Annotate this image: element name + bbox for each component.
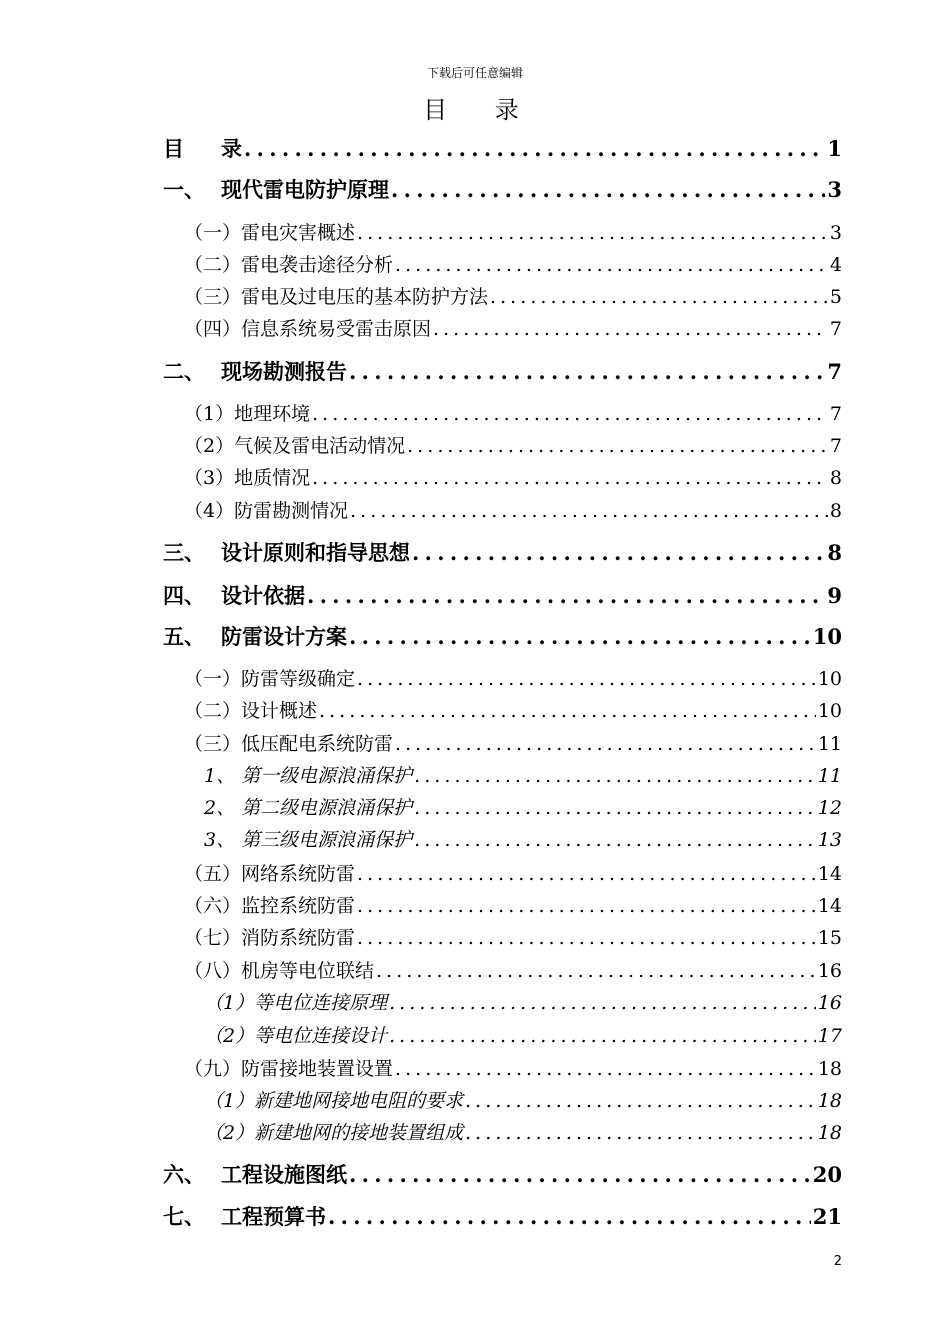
toc-entry-page: 16: [817, 992, 842, 1014]
toc-entry[interactable]: [204, 1085, 842, 1117]
toc-entry[interactable]: [184, 313, 842, 345]
toc-entry-label: [184, 955, 374, 987]
toc-entry-page: 1: [827, 136, 842, 161]
toc-entry[interactable]: [204, 987, 842, 1019]
toc-entry-label: [184, 922, 355, 954]
toc-entry-page: 15: [817, 927, 842, 949]
toc-entry-page: 7: [827, 359, 842, 384]
toc-entry-label: [184, 495, 348, 527]
toc-entry-label: [184, 695, 317, 727]
toc-leader-dots: [490, 281, 828, 313]
toc-entry-page: 10: [812, 624, 842, 649]
toc-entry-title: （二）雷电袭击途径分析: [184, 254, 394, 276]
toc-entry-page: 10: [817, 668, 842, 690]
toc-entry-page: 16: [817, 960, 842, 982]
toc-entry-label: [163, 1201, 326, 1233]
toc-leader-dots: [328, 1201, 811, 1233]
toc-entry[interactable]: [163, 356, 842, 388]
toc-entry-number: 五、: [163, 624, 205, 649]
toc-entry-page: 8: [827, 540, 842, 565]
toc-leader-dots: [350, 495, 828, 527]
toc-entry[interactable]: [163, 621, 842, 653]
toc-entry-page: 13: [817, 829, 842, 851]
toc-title: 目 录: [423, 96, 539, 124]
toc-entry-label: [184, 728, 393, 760]
toc-entry-title: （一）雷电灾害概述: [184, 222, 356, 244]
toc-entry-label: [184, 462, 310, 494]
toc-entry-page: 4: [829, 254, 842, 276]
toc-entry-page: 8: [829, 467, 842, 489]
toc-leader-dots: [395, 1053, 816, 1085]
toc-entry-page: 18: [817, 1058, 842, 1080]
toc-leader-dots: [312, 398, 828, 430]
toc-entry-label: [184, 663, 355, 695]
toc-leader-dots: [414, 824, 816, 856]
toc-entry-label: [184, 890, 355, 922]
toc-entry-page: 8: [829, 500, 842, 522]
toc-entry-label: [163, 133, 242, 165]
toc-entry[interactable]: [184, 890, 842, 922]
toc-entry-label: [163, 1159, 347, 1191]
toc-leader-dots: [407, 430, 828, 462]
toc-leader-dots: [391, 174, 825, 206]
toc-entry-label: [204, 987, 387, 1019]
toc-entry-title: （四）信息系统易受雷击原因: [184, 318, 432, 340]
toc-entry-label: [163, 356, 347, 388]
toc-entry-number: 目: [163, 136, 184, 161]
toc-leader-dots: [414, 760, 816, 792]
toc-entry[interactable]: [184, 495, 842, 527]
toc-entry[interactable]: [163, 1159, 842, 1191]
toc-entry-title: 3、 第三级电源浪涌保护: [204, 829, 413, 851]
toc-entry-title: （2）等电位连接设计: [204, 1025, 388, 1047]
toc-entry-label: [204, 760, 412, 792]
toc-entry-number: 四、: [163, 583, 205, 608]
toc-entry[interactable]: [184, 249, 842, 281]
toc-entry[interactable]: [204, 792, 842, 824]
toc-entry-page: 3: [827, 177, 842, 202]
toc-entry-page: 3: [829, 222, 842, 244]
toc-entry[interactable]: [204, 760, 842, 792]
toc-leader-dots: [349, 621, 811, 653]
toc-entry[interactable]: [163, 174, 842, 206]
toc-entry[interactable]: [184, 430, 842, 462]
toc-entry-page: 14: [817, 863, 842, 885]
toc-entry-title: （七）消防系统防雷: [184, 927, 356, 949]
toc-leader-dots: [357, 922, 816, 954]
toc-entry-label: [204, 824, 412, 856]
toc-entry[interactable]: [204, 824, 842, 856]
toc-leader-dots: [357, 217, 828, 249]
toc-entry-number: 七、: [163, 1204, 205, 1229]
toc-entry-page: 17: [817, 1025, 842, 1047]
toc-entry-label: [204, 792, 412, 824]
toc-entry-page: 5: [829, 286, 842, 308]
toc-leader-dots: [357, 890, 816, 922]
toc-leader-dots: [357, 663, 816, 695]
toc-entry-label: [184, 430, 405, 462]
toc-entry-label: [204, 1117, 463, 1149]
toc-leader-dots: [307, 580, 825, 612]
toc-entry-title: 1、 第一级电源浪涌保护: [204, 765, 413, 787]
toc-entry-label: [163, 174, 389, 206]
toc-entry[interactable]: [163, 1201, 842, 1233]
toc-entry-page: 12: [817, 797, 842, 819]
toc-leader-dots: [433, 313, 828, 345]
toc-entry-title: （三）雷电及过电压的基本防护方法: [184, 286, 489, 308]
toc-entry-title: 工程设施图纸: [221, 1162, 347, 1187]
toc-entry-title: （2）气候及雷电活动情况: [184, 435, 406, 457]
toc-entry-label: [184, 858, 355, 890]
toc-entry[interactable]: [163, 133, 842, 165]
toc-entry[interactable]: [184, 695, 842, 727]
toc-leader-dots: [414, 792, 816, 824]
header-note: 下载后可任意编辑: [426, 66, 523, 80]
toc-entry-title: 录: [221, 136, 242, 161]
toc-entry-title: （4）防雷勘测情况: [184, 500, 349, 522]
toc-leader-dots: [389, 987, 816, 1019]
toc-entry-title: 现场勘测报告: [221, 359, 347, 384]
toc-entry-title: 防雷设计方案: [221, 624, 347, 649]
toc-entry-title: （五）网络系统防雷: [184, 863, 356, 885]
toc-entry[interactable]: [184, 217, 842, 249]
toc-entry-page: 7: [829, 435, 842, 457]
toc-leader-dots: [319, 695, 816, 727]
toc-entry-title: 设计原则和指导思想: [221, 540, 410, 565]
page-number: 2: [833, 1254, 842, 1269]
toc-entry-label: [184, 281, 488, 313]
toc-entry[interactable]: [163, 537, 842, 569]
toc-entry[interactable]: [184, 922, 842, 954]
toc-entry-page: 14: [817, 895, 842, 917]
toc-entry-title: （一）防雷等级确定: [184, 668, 356, 690]
toc-entry[interactable]: [184, 398, 842, 430]
toc-entry-page: 18: [817, 1122, 842, 1144]
toc-entry[interactable]: [163, 580, 842, 612]
toc-leader-dots: [395, 249, 828, 281]
toc-leader-dots: [357, 858, 816, 890]
toc-entry-title: （八）机房等电位联结: [184, 960, 375, 982]
toc-leader-dots: [465, 1085, 816, 1117]
toc-leader-dots: [465, 1117, 816, 1149]
toc-entry-title: （1）地理环境: [184, 403, 311, 425]
toc-entry-label: [184, 217, 355, 249]
toc-entry-number: 二、: [163, 359, 205, 384]
toc-entry-title: 2、 第二级电源浪涌保护: [204, 797, 413, 819]
toc-entry[interactable]: [184, 462, 842, 494]
toc-leader-dots: [349, 356, 825, 388]
toc-entry-label: [204, 1085, 463, 1117]
toc-entry-number: 一、: [163, 177, 205, 202]
toc-entry-label: [184, 313, 431, 345]
toc-entry-title: （1）新建地网接地电阻的要求: [204, 1090, 464, 1112]
toc-entry-label: [184, 249, 393, 281]
toc-entry-page: 11: [817, 733, 842, 755]
toc-entry[interactable]: [184, 663, 842, 695]
toc-entry[interactable]: [204, 1020, 842, 1052]
toc-entry[interactable]: [184, 955, 842, 987]
toc-leader-dots: [395, 728, 816, 760]
toc-leader-dots: [389, 1020, 816, 1052]
toc-entry-label: [163, 580, 305, 612]
toc-entry-label: [204, 1020, 387, 1052]
toc-entry-title: （2）新建地网的接地装置组成: [204, 1122, 464, 1144]
toc-entry-title: （1）等电位连接原理: [204, 992, 388, 1014]
toc-leader-dots: [244, 133, 825, 165]
toc-entry[interactable]: [184, 858, 842, 890]
toc-entry-page: 18: [817, 1090, 842, 1112]
toc-entry-title: 现代雷电防护原理: [221, 177, 389, 202]
toc-entry[interactable]: [184, 728, 842, 760]
toc-entry-label: [163, 621, 347, 653]
toc-entry-title: 设计依据: [221, 583, 305, 608]
toc-entry-page: 11: [817, 765, 842, 787]
toc-entry[interactable]: [184, 1053, 842, 1085]
toc-entry-label: [184, 398, 310, 430]
toc-entry-page: 10: [817, 700, 842, 722]
toc-leader-dots: [312, 462, 828, 494]
toc-entry-number: 六、: [163, 1162, 205, 1187]
toc-entry-page: 7: [829, 318, 842, 340]
toc-entry-page: 9: [827, 583, 842, 608]
toc-entry-label: [184, 1053, 393, 1085]
toc-entry-title: （二）设计概述: [184, 700, 318, 722]
toc-entry-number: 三、: [163, 540, 205, 565]
toc-leader-dots: [349, 1159, 811, 1191]
toc-entry-page: 7: [829, 403, 842, 425]
toc-entry[interactable]: [204, 1117, 842, 1149]
toc-entry-page: 20: [812, 1162, 842, 1187]
toc-leader-dots: [412, 537, 825, 569]
toc-leader-dots: [376, 955, 816, 987]
toc-entry-page: 21: [812, 1204, 842, 1229]
toc-entry-title: （3）地质情况: [184, 467, 311, 489]
toc-entry[interactable]: [184, 281, 842, 313]
toc-entry-title: 工程预算书: [221, 1204, 326, 1229]
toc-entry-title: （六）监控系统防雷: [184, 895, 356, 917]
toc-entry-title: （九）防雷接地装置设置: [184, 1058, 394, 1080]
toc-entry-label: [163, 537, 410, 569]
toc-entry-title: （三）低压配电系统防雷: [184, 733, 394, 755]
